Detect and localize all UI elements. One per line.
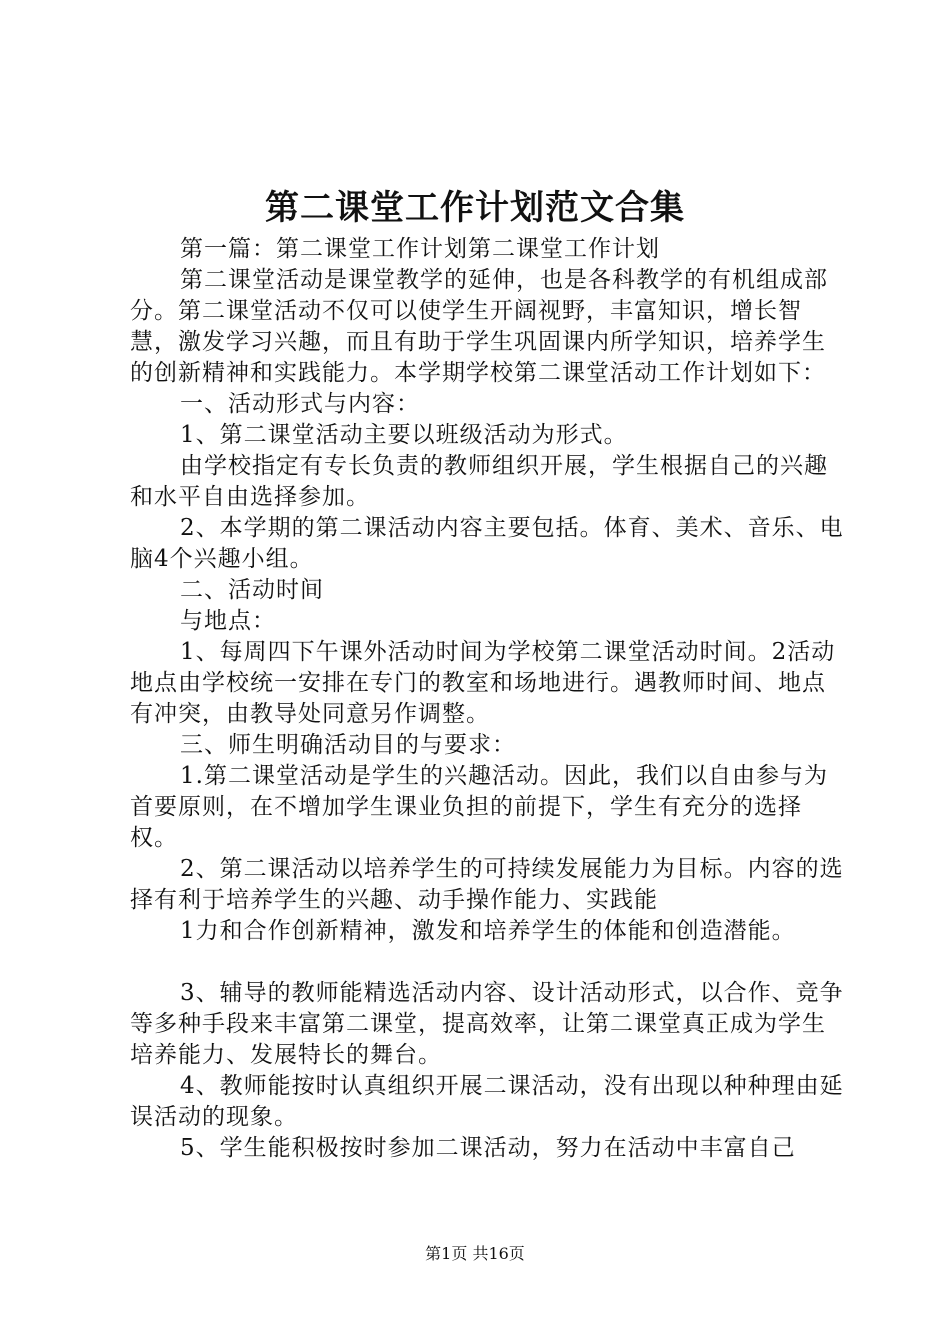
document-body (130, 234, 845, 1164)
paragraph: 二、活动时间 (180, 577, 324, 603)
paragraph: 3、辅导的教师能精选活动内容、设计活动形式，以合作、竞争等多种手段来丰富第二课堂，提高效率，让第二课堂真正成为学生培养能力、发展特长的舞台。 (130, 980, 844, 1068)
paragraph: 1、第二课堂活动主要以班级活动为形式。 (180, 422, 628, 448)
paragraph: 一、活动形式与内容： (180, 391, 420, 417)
paragraph: 4、教师能按时认真组织开展二课活动，没有出现以种种理由延误活动的现象。 (130, 1073, 844, 1130)
paragraph: 2、本学期的第二课活动内容主要包括。体育、美术、音乐、电脑4个兴趣小组。 (130, 515, 844, 572)
paragraph: 第一篇：第二课堂工作计划第二课堂工作计划 (180, 236, 660, 262)
paragraph: 1力和合作创新精神，激发和培养学生的体能和创造潜能。 (180, 918, 796, 944)
document-title: 第二课堂工作计划范文合集 (265, 188, 685, 228)
page-number-footer: 第1页 共16页 (425, 1244, 525, 1263)
paragraph: 5、学生能积极按时参加二课活动，努力在活动中丰富自己 (180, 1135, 796, 1161)
paragraph: 1.第二课堂活动是学生的兴趣活动。因此，我们以自由参与为首要原则，在不增加学生课业负担的前提下，学生有充分的选择权。 (130, 763, 828, 851)
paragraph: 与地点： (180, 608, 276, 634)
paragraph: 1、每周四下午课外活动时间为学校第二课堂活动时间。2活动地点由学校统一安排在专门的教室和场地进行。遇教师时间、地点有冲突，由教导处同意另作调整。 (130, 639, 836, 727)
paragraph: 三、师生明确活动目的与要求： (180, 732, 516, 758)
paragraph: 第二课堂活动是课堂教学的延伸，也是各科教学的有机组成部分。第二课堂活动不仅可以使学生开阔视野，丰富知识，增长智慧，激发学习兴趣，而且有助于学生巩固课内所学知识，培养学生的创新精神和实践能力。本学期学校第二课堂活动工作计划如下： (130, 267, 828, 386)
paragraph: 2、第二课活动以培养学生的可持续发展能力为目标。内容的选择有利于培养学生的兴趣、动手操作能力、实践能 (130, 856, 844, 913)
paragraph: 由学校指定有专长负责的教师组织开展，学生根据自己的兴趣和水平自由选择参加。 (130, 453, 828, 510)
